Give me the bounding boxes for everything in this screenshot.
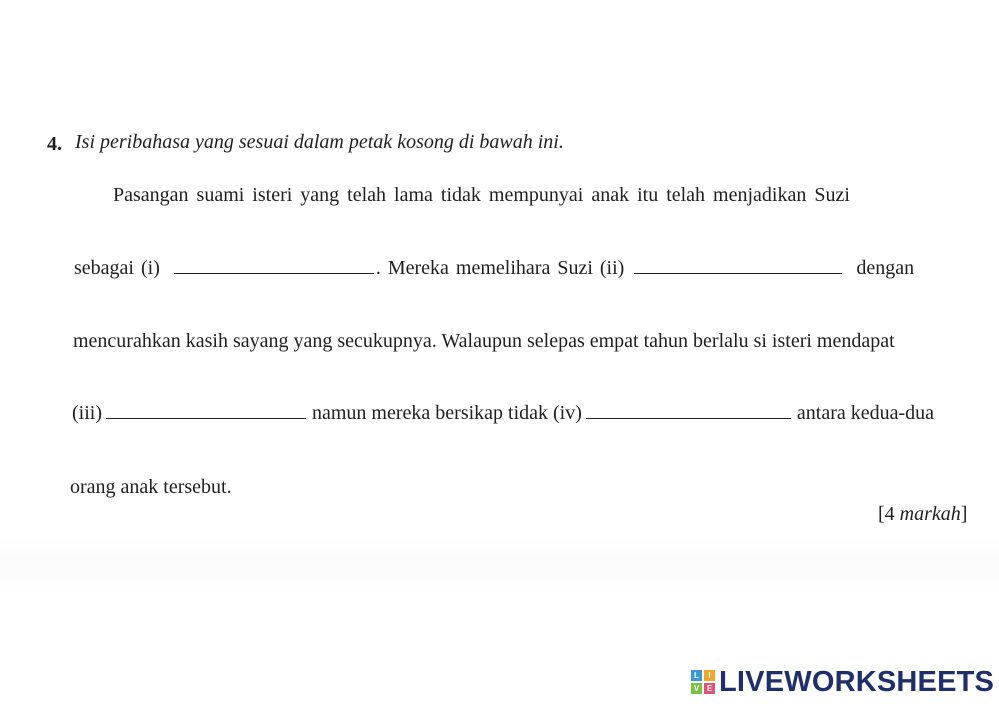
- passage-line-4: [72, 402, 934, 425]
- question-instruction: Isi peribahasa yang sesuai dalam petak kosong di bawah ini.: [75, 131, 564, 153]
- passage-line-4-start: (iii): [72, 402, 102, 424]
- passage-line-4-middle: namun mereka bersikap tidak (iv): [312, 402, 582, 424]
- marks-label: [878, 503, 967, 526]
- blank-iv[interactable]: [586, 417, 791, 419]
- passage-line-1: Pasangan suami isteri yang telah lama tidak mempunyai anak itu telah menjadikan Suzi: [113, 184, 850, 206]
- marks-close: ]: [960, 503, 968, 525]
- watermark-band: [0, 535, 999, 595]
- blank-iii[interactable]: [106, 417, 306, 419]
- logo-tile-4: E: [704, 683, 715, 694]
- passage-line-2-start: sebagai (i): [74, 257, 160, 279]
- passage-line-2: [74, 257, 914, 280]
- logo-tile-1: L: [691, 670, 702, 681]
- question-number: 4.: [47, 133, 62, 155]
- logo-grid-icon: [691, 670, 715, 694]
- logo-tile-3: V: [691, 683, 702, 694]
- passage-line-5: orang anak tersebut.: [70, 476, 232, 498]
- passage-line-3: mencurahkan kasih sayang yang secukupnya. Walaupun selepas empat tahun berlalu si isteri mendapat: [73, 330, 895, 352]
- marks-open: [4: [878, 503, 900, 525]
- blank-ii[interactable]: [634, 272, 842, 274]
- logo-tile-2: I: [704, 670, 715, 681]
- passage-line-2-end: dengan: [856, 257, 915, 279]
- blank-i[interactable]: [174, 272, 374, 274]
- marks-word: markah: [899, 503, 961, 525]
- liveworksheets-logo[interactable]: [691, 667, 994, 697]
- passage-line-4-end: antara kedua-dua: [796, 402, 935, 424]
- passage-line-2-middle: . Mereka memelihara Suzi (ii): [375, 257, 625, 279]
- logo-text: LIVEWORKSHEETS: [719, 665, 995, 698]
